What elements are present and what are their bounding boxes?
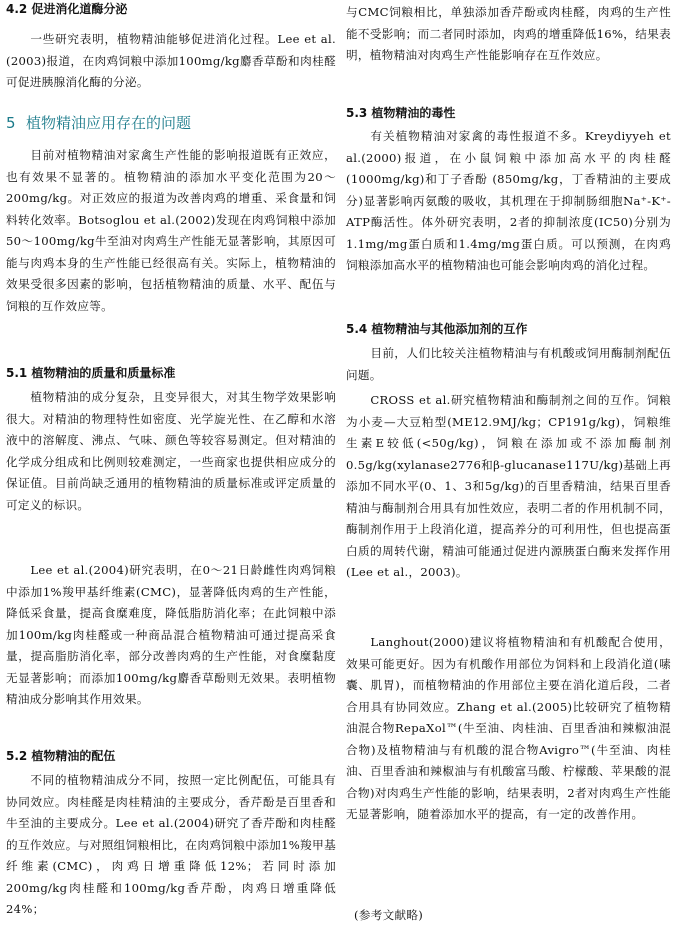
- body-text: Langhout(2000)建议将植物精油和有机酸配合使用，效果可能更好。因为有机酸作用部位为饲料和上段消化道(嗉囊、肌胃)，而植物精油的作用部位主要在消化道后段，二者合用具有协同效应。Zhang et al.(2005)比较研究了植物精油混合物RepaXol™(牛至油、肉桂油、百里香油和辣椒油混合物)及植物精油与有机酸的混合物Avigro™(牛至油、肉桂油、百里香油和辣椒油与有机酸富马酸、柠檬酸、苹果酸的混合物)对肉鸡生产性能的影响，结果表明，2者对肉鸡生产性能无显著影响，随着添加水平的提高，有一定的改善作用。: [346, 635, 671, 821]
- paragraph-5-1a: [6, 387, 336, 516]
- heading-4-2: 4.2 促进消化道酶分泌: [6, 2, 128, 16]
- section-5-heading: [6, 114, 336, 132]
- paragraph-5-1b: [6, 560, 336, 711]
- heading-5-4: 5.4 植物精油与其他添加剂的互作: [346, 322, 528, 336]
- references-note: [346, 905, 671, 927]
- references-text: (参考文献略): [354, 908, 424, 922]
- section-title: 植物精油应用存在的问题: [26, 114, 192, 132]
- paragraph-5-4c: [346, 632, 671, 826]
- heading-5-3: 5.3 植物精油的毒性: [346, 106, 456, 120]
- body-text: 一些研究表明，植物精油能够促进消化过程。Lee et al.(2003)报道，在肉鸡饲粮中添加100mg/kg麝香草酚和肉桂醛可促进胰腺消化酶的分泌。: [6, 32, 336, 89]
- paragraph-5-2-cont: [346, 2, 671, 67]
- paragraph-5-4b: [346, 390, 671, 584]
- body-text: Lee et al.(2004)研究表明，在0～21日龄雌性肉鸡饲粮中添加1%羧甲基纤维素(CMC)，显著降低肉鸡的生产性能，降低采食量，提高食糜难度，降低脂肪消化率；在此饲粮中添加100m/kg肉桂醛或一种商品混合植物精油可通过提高采食量，提高脂肪消化率，部分改善肉鸡的生产性能，对食糜黏度无显著影响；而添加100mg/kg麝香草酚则无效果。表明植物精油成分影响其作用效果。: [6, 563, 336, 706]
- section-number: 5: [6, 114, 16, 132]
- paragraph-5: [6, 145, 336, 317]
- body-text: 目前，人们比较关注植物精油与有机酸或饲用酶制剂配伍问题。: [346, 346, 671, 382]
- paragraph-4-2: [6, 29, 336, 94]
- paragraph-5-3: [346, 126, 671, 277]
- body-text: CROSS et al.研究植物精油和酶制剂之间的互作。饲粮为小麦—大豆粕型(ME12.9MJ/kg；CP191g/kg)，饲粮维生素E较低(<50g/kg)，饲粮在添加或不添加酶制剂0.5g/kg(xylanase2776和β-glucanase117U/kg)基础上再添加不同水平(0、1、3和5g/kg)的百里香精油，结果百里香精油与酶制剂合用具有加性效应，表明二者的作用机制不同，酶制剂作用于上段消化道，提高养分的可利用性，但也提高蛋白质的周转代谢，精油可能通过促进内源胰蛋白酶来发挥作用 (Lee et al.，2003)。: [346, 393, 671, 579]
- heading-5-1: 5.1 植物精油的质量和质量标准: [6, 366, 176, 380]
- heading-5-2: 5.2 植物精油的配伍: [6, 749, 116, 763]
- paragraph-5-4a: [346, 343, 671, 386]
- body-text: 与CMC饲粮相比，单独添加香芹酚或肉桂醛，肉鸡的生产性能不受影响；而二者同时添加，肉鸡的增重降低16%，结果表明，植物精油对肉鸡生产性能影响存在互作效应。: [346, 5, 671, 62]
- body-text: 植物精油的成分复杂，且变异很大，对其生物学效果影响很大。对精油的物理特性如密度、光学旋光性、在乙醇和水溶液中的溶解度、沸点、气味、颜色等较容易测定。但对精油的化学成分组成和比例则较难测定，一些商家也提供相应成分的保证值。目前尚缺乏通用的植物精油的质量标准或评定质量的可定义的标识。: [6, 390, 336, 512]
- body-text: 不同的植物精油成分不同，按照一定比例配伍，可能具有协同效应。肉桂醛是肉桂精油的主要成分，香芹酚是百里香和牛至油的主要成分。Lee et al.(2004)研究了香芹酚和肉桂醛的互作效应。与对照组饲粮相比，在肉鸡饲粮中添加1%羧甲基纤维素(CMC)，肉鸡日增重降低12%；若同时添加200mg/kg肉桂醛和100mg/kg香芹酚，肉鸡日增重降低24%；: [6, 773, 336, 916]
- body-text: 有关植物精油对家禽的毒性报道不多。Kreydiyyeh et al.(2000)报道，在小鼠饲粮中添加高水平的肉桂醛(1000mg/kg)和丁子香酚 (850mg/kg，丁香精油的主要成分)显著影响丙氨酸的吸收，其机理在于抑制肠细胞Na⁺-K⁺-ATP酶活性。体外研究表明，2者的抑制浓度(IC50)分别为1.1mg/mg蛋白质和1.4mg/mg蛋白质。可以预测，在肉鸡饲粮添加高水平的植物精油也可能会影响肉鸡的消化过程。: [346, 129, 671, 272]
- body-text: 目前对植物精油对家禽生产性能的影响报道既有正效应，也有效果不显著的。植物精油的添加水平变化范围为20～200mg/kg。对正效应的报道为改善肉鸡的增重、采食量和饲料转化效率。Botsoglou et al.(2002)发现在肉鸡饲粮中添加50～100mg/kg牛至油对肉鸡生产性能无显著影响，其原因可能与肉鸡本身的生产性能已经很高有关。实际上，植物精油的效果受很多因素的影响，包括植物精油的质量、水平、配伍与饲粮的互作效应等。: [6, 148, 336, 313]
- paragraph-5-2: [6, 770, 336, 921]
